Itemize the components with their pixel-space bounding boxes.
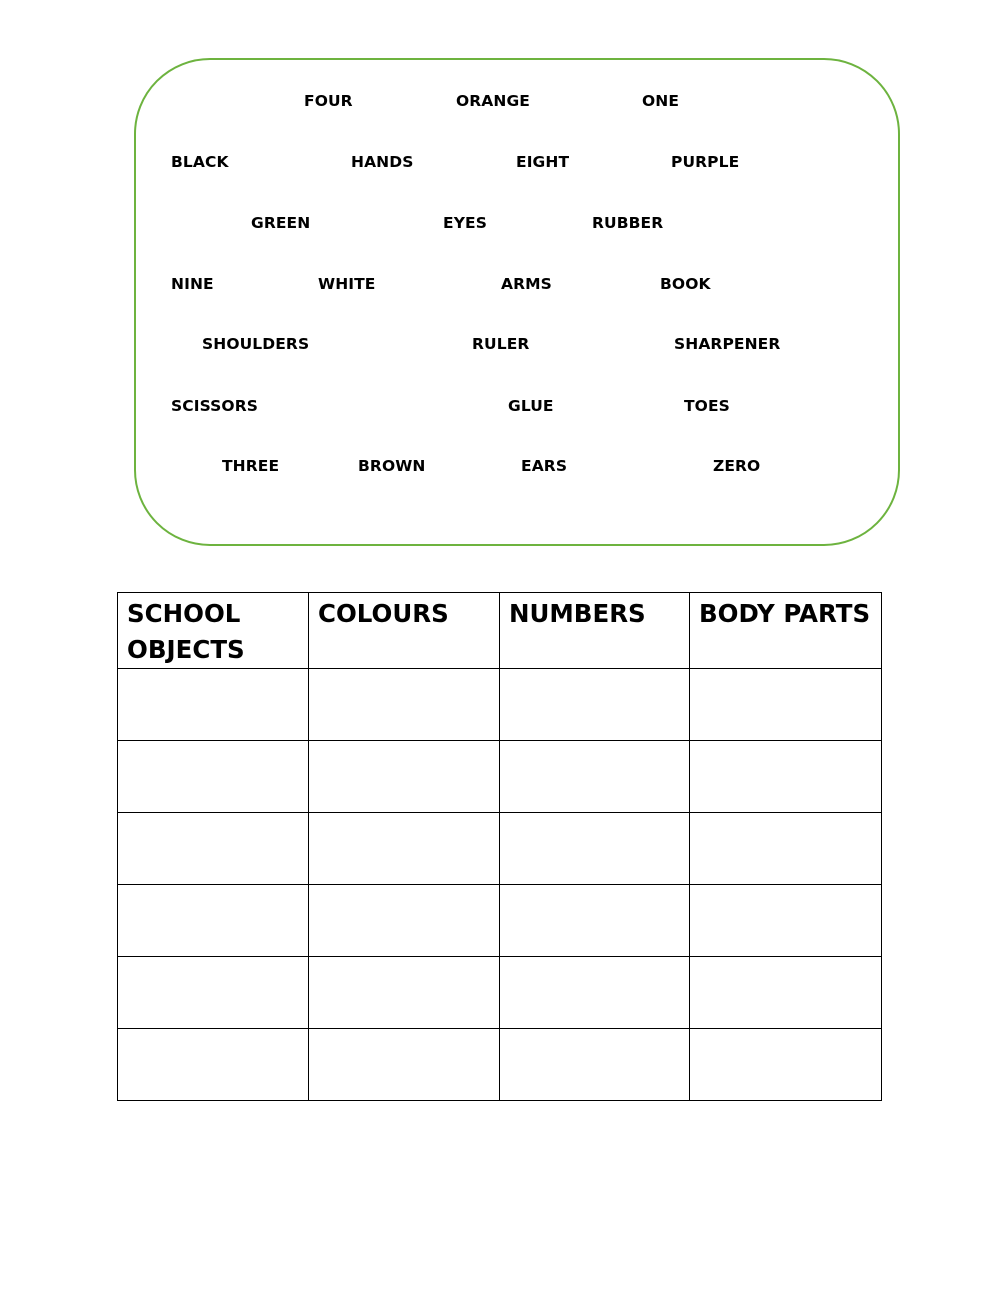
table-row	[118, 957, 882, 1029]
answer-cell[interactable]	[309, 885, 500, 957]
answer-cell[interactable]	[690, 957, 882, 1029]
word-black[interactable]: BLACK	[171, 153, 229, 171]
answer-cell[interactable]	[690, 669, 882, 741]
answer-cell[interactable]	[309, 741, 500, 813]
word-white[interactable]: WHITE	[318, 275, 376, 293]
word-ears[interactable]: EARS	[521, 457, 568, 475]
answer-cell[interactable]	[118, 669, 309, 741]
table-row	[118, 813, 882, 885]
answer-cell[interactable]	[690, 885, 882, 957]
word-ruler[interactable]: RULER	[472, 335, 530, 353]
word-book[interactable]: BOOK	[660, 275, 711, 293]
header-body-parts: BODY PARTS	[690, 593, 882, 669]
word-three[interactable]: THREE	[222, 457, 280, 475]
word-green[interactable]: GREEN	[251, 214, 311, 232]
word-sharpener[interactable]: SHARPENER	[674, 335, 781, 353]
answer-cell[interactable]	[690, 813, 882, 885]
answer-cell[interactable]	[500, 885, 690, 957]
word-glue[interactable]: GLUE	[508, 397, 554, 415]
answer-cell[interactable]	[690, 741, 882, 813]
word-purple[interactable]: PURPLE	[671, 153, 740, 171]
answer-cell[interactable]	[309, 957, 500, 1029]
table-row	[118, 885, 882, 957]
answer-cell[interactable]	[118, 885, 309, 957]
word-four[interactable]: FOUR	[304, 92, 353, 110]
answer-cell[interactable]	[309, 1029, 500, 1101]
answer-cell[interactable]	[500, 813, 690, 885]
answer-cell[interactable]	[690, 1029, 882, 1101]
word-zero[interactable]: ZERO	[713, 457, 761, 475]
word-scissors[interactable]: SCISSORS	[171, 397, 259, 415]
answer-cell[interactable]	[118, 813, 309, 885]
header-school-objects: SCHOOL OBJECTS	[118, 593, 309, 669]
word-orange[interactable]: ORANGE	[456, 92, 530, 110]
answer-cell[interactable]	[118, 741, 309, 813]
table-row	[118, 1029, 882, 1101]
header-colours: COLOURS	[309, 593, 500, 669]
answer-cell[interactable]	[309, 813, 500, 885]
word-toes[interactable]: TOES	[684, 397, 730, 415]
sorting-table	[117, 592, 882, 1101]
answer-cell[interactable]	[500, 1029, 690, 1101]
word-rubber[interactable]: RUBBER	[592, 214, 664, 232]
word-hands[interactable]: HANDS	[351, 153, 414, 171]
answer-cell[interactable]	[118, 957, 309, 1029]
answer-cell[interactable]	[309, 669, 500, 741]
answer-cell[interactable]	[118, 1029, 309, 1101]
word-eight[interactable]: EIGHT	[516, 153, 570, 171]
table-row	[118, 741, 882, 813]
table-row	[118, 669, 882, 741]
word-eyes[interactable]: EYES	[443, 214, 487, 232]
answer-cell[interactable]	[500, 669, 690, 741]
word-arms[interactable]: ARMS	[501, 275, 552, 293]
word-shoulders[interactable]: SHOULDERS	[202, 335, 310, 353]
answer-cell[interactable]	[500, 741, 690, 813]
word-nine[interactable]: NINE	[171, 275, 214, 293]
table-header-row	[118, 593, 882, 669]
header-numbers: NUMBERS	[500, 593, 690, 669]
word-one[interactable]: ONE	[642, 92, 680, 110]
answer-cell[interactable]	[500, 957, 690, 1029]
word-brown[interactable]: BROWN	[358, 457, 426, 475]
